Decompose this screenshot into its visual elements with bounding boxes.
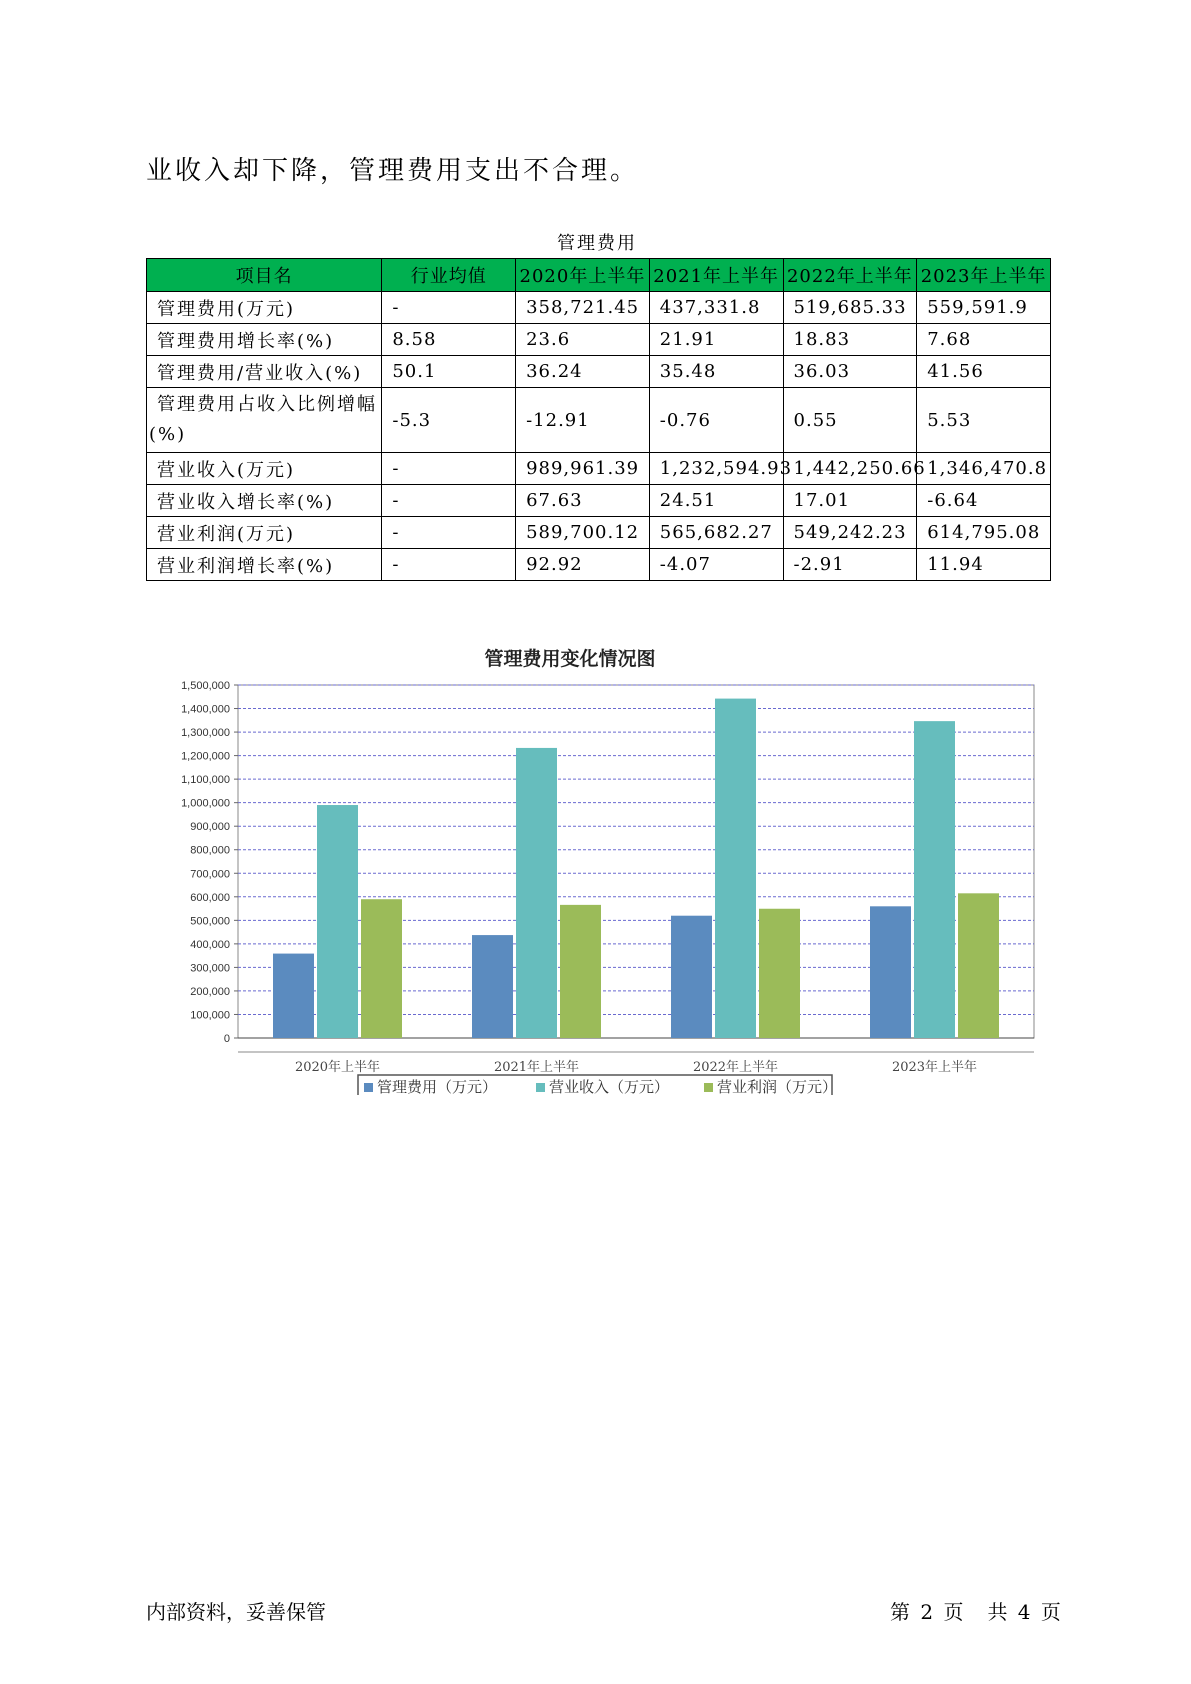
table-cell: 92.92: [516, 549, 650, 581]
row-label: 营业利润(万元): [147, 517, 382, 549]
header-industry-avg: 行业均值: [382, 259, 516, 292]
x-tick-label: 2023年上半年: [891, 1060, 978, 1075]
y-tick-label: 300,000: [190, 962, 230, 975]
y-tick-label: 1,100,000: [181, 774, 230, 787]
x-tick-label: 2021年上半年: [493, 1060, 580, 1075]
table-cell: -2.91: [783, 549, 917, 581]
intro-paragraph: 业收入却下降，管理费用支出不合理。: [146, 156, 640, 186]
legend-swatch: [536, 1083, 545, 1092]
bar: [958, 893, 999, 1038]
row-label: 营业收入(万元): [147, 453, 382, 485]
table-cell: 36.03: [783, 356, 917, 388]
table-cell: 17.01: [783, 485, 917, 517]
table-cell: -4.07: [649, 549, 783, 581]
bar: [914, 721, 955, 1038]
table-cell: 0.55: [783, 388, 917, 453]
header-2023h1: 2023年上半年: [917, 259, 1051, 292]
table-cell: 358,721.45: [516, 292, 650, 324]
legend-swatch: [364, 1083, 373, 1092]
y-tick-label: 600,000: [190, 891, 230, 904]
legend-label: 营业收入（万元）: [549, 1078, 670, 1095]
bar: [671, 916, 712, 1038]
table-cell: 1,232,594.93: [649, 453, 783, 485]
y-tick-label: 100,000: [190, 1009, 230, 1022]
table-cell: 50.1: [382, 356, 516, 388]
y-tick-label: 700,000: [190, 868, 230, 881]
table-cell: 519,685.33: [783, 292, 917, 324]
bar: [560, 905, 601, 1038]
row-label: 营业收入增长率(%): [147, 485, 382, 517]
y-tick-label: 800,000: [190, 844, 230, 857]
table-cell: 11.94: [917, 549, 1051, 581]
management-expense-table: [146, 258, 1051, 581]
row-label: 管理费用/营业收入(%): [147, 356, 382, 388]
bar: [715, 699, 756, 1038]
y-tick-label: 1,400,000: [181, 703, 230, 716]
table-row: [147, 549, 1051, 581]
bar: [759, 909, 800, 1038]
table-cell: -: [382, 292, 516, 324]
chart-container: [150, 635, 1050, 1095]
table-cell: -: [382, 549, 516, 581]
table-cell: 67.63: [516, 485, 650, 517]
bar: [516, 748, 557, 1038]
table-cell: -0.76: [649, 388, 783, 453]
table-cell: 565,682.27: [649, 517, 783, 549]
bar: [870, 906, 911, 1038]
table-cell: 989,961.39: [516, 453, 650, 485]
table-cell: 36.24: [516, 356, 650, 388]
row-label: 营业利润增长率(%): [147, 549, 382, 581]
table-cell: -6.64: [917, 485, 1051, 517]
table-row: [147, 388, 1051, 453]
table-cell: 589,700.12: [516, 517, 650, 549]
table-cell: 437,331.8: [649, 292, 783, 324]
chart-title: 管理费用变化情况图: [484, 649, 656, 670]
table-cell: 549,242.23: [783, 517, 917, 549]
table-header-row: [147, 259, 1051, 292]
table-cell: 24.51: [649, 485, 783, 517]
footer-page-number: 第 2 页 共 4 页: [890, 1600, 1063, 1624]
bar: [472, 935, 513, 1038]
management-expense-chart: [150, 635, 1050, 1095]
legend-label: 营业利润（万元）: [717, 1078, 838, 1095]
footer-confidential: 内部资料，妥善保管: [146, 1600, 326, 1624]
header-2021h1: 2021年上半年: [649, 259, 783, 292]
header-item-name: 项目名: [147, 259, 382, 292]
bar: [317, 805, 358, 1038]
y-tick-label: 1,500,000: [181, 680, 230, 692]
table-cell: 41.56: [917, 356, 1051, 388]
table-cell: 7.68: [917, 324, 1051, 356]
table-row: [147, 292, 1051, 324]
row-label: 管理费用占收入比例增幅(%): [147, 388, 382, 453]
y-tick-label: 200,000: [190, 985, 230, 998]
row-label: 管理费用增长率(%): [147, 324, 382, 356]
table-cell: -: [382, 517, 516, 549]
table-cell: -5.3: [382, 388, 516, 453]
legend-swatch: [704, 1083, 713, 1092]
bar: [361, 899, 402, 1038]
bar: [273, 954, 314, 1038]
table-cell: 1,442,250.66: [783, 453, 917, 485]
y-tick-label: 900,000: [190, 821, 230, 834]
table-cell: 18.83: [783, 324, 917, 356]
x-tick-label: 2020年上半年: [294, 1060, 381, 1075]
table-cell: -: [382, 485, 516, 517]
row-label: 管理费用(万元): [147, 292, 382, 324]
table-cell: 559,591.9: [917, 292, 1051, 324]
table-row: [147, 485, 1051, 517]
table-row: [147, 517, 1051, 549]
table-row: [147, 356, 1051, 388]
table-cell: -12.91: [516, 388, 650, 453]
x-tick-label: 2022年上半年: [692, 1060, 779, 1075]
y-tick-label: 400,000: [190, 938, 230, 951]
table-cell: -: [382, 453, 516, 485]
y-tick-label: 1,000,000: [181, 797, 230, 810]
table-cell: 8.58: [382, 324, 516, 356]
header-2022h1: 2022年上半年: [783, 259, 917, 292]
table-cell: 21.91: [649, 324, 783, 356]
table-cell: 5.53: [917, 388, 1051, 453]
table-cell: 23.6: [516, 324, 650, 356]
table-row: [147, 324, 1051, 356]
table-caption: 管理费用: [557, 233, 637, 254]
table-row: [147, 453, 1051, 485]
y-tick-label: 1,300,000: [181, 727, 230, 740]
legend-label: 管理费用（万元）: [377, 1078, 498, 1095]
table-cell: 614,795.08: [917, 517, 1051, 549]
y-tick-label: 1,200,000: [181, 750, 230, 763]
header-2020h1: 2020年上半年: [516, 259, 650, 292]
y-tick-label: 500,000: [190, 915, 230, 928]
table-cell: 1,346,470.8: [917, 453, 1051, 485]
table-cell: 35.48: [649, 356, 783, 388]
y-tick-label: 0: [223, 1033, 230, 1045]
